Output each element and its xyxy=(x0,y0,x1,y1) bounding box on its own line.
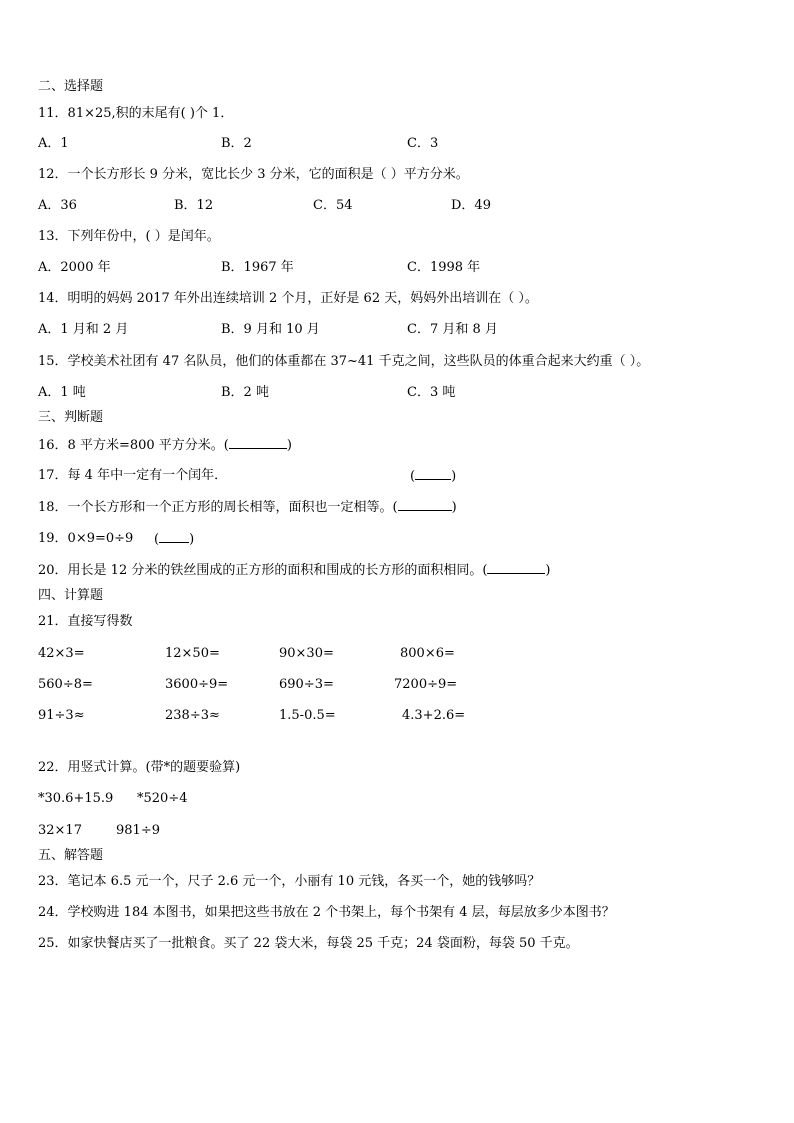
q21-item: 800×6= xyxy=(400,646,455,661)
q21-item: 7200÷9= xyxy=(394,677,458,692)
question-15: 15．学校美术社团有 47 名队员，他们的体重都在 37~41 千克之间，这些队员的体重合起来大约重（ ）。 xyxy=(38,354,650,369)
q11-option-a: A．1 xyxy=(38,136,69,151)
q18-text: 18．一个长方形和一个正方形的周长相等，面积也一定相等。( xyxy=(38,500,398,515)
q12-option-b: B．12 xyxy=(174,198,214,213)
question-25: 25．如家快餐店买了一批粮食。买了 22 袋大米，每袋 25 千克；24 袋面粉，每袋 50 千克。 xyxy=(38,936,579,951)
q18-close-paren: ) xyxy=(451,500,457,515)
q16-close-paren: ) xyxy=(286,438,292,453)
answer-blank-20[interactable] xyxy=(487,562,545,574)
q17-open-paren: ( xyxy=(410,469,416,484)
q14-option-c: C．7 月和 8 月 xyxy=(407,322,498,337)
q21-item: 3600÷9= xyxy=(165,677,229,692)
q19-close-paren: ) xyxy=(189,532,195,547)
q15-option-c: C．3 吨 xyxy=(407,385,456,400)
question-18 xyxy=(38,499,457,516)
answer-blank-17[interactable] xyxy=(415,468,451,480)
q17-close-paren: ) xyxy=(451,469,457,484)
question-16 xyxy=(38,437,292,454)
q14-option-b: B．9 月和 10 月 xyxy=(221,322,320,337)
q21-item: 560÷8= xyxy=(38,677,93,692)
q15-option-a: A．1 吨 xyxy=(38,385,86,400)
question-12: 12．一个长方形长 9 分米，宽比长少 3 分米，它的面积是（ ）平方分米。 xyxy=(38,167,469,182)
q21-item: 12×50= xyxy=(165,646,220,661)
q13-option-b: B．1967 年 xyxy=(221,260,294,275)
q21-item: 4.3+2.6= xyxy=(402,708,466,723)
q22-item: *520÷4 xyxy=(137,791,188,806)
answer-blank-18[interactable] xyxy=(398,499,452,511)
question-19: 19．0×9=0÷9 xyxy=(38,531,134,546)
section-heading-calc: 四、计算题 xyxy=(38,588,104,603)
q11-option-b: B．2 xyxy=(221,136,252,151)
question-17: 17．每 4 年中一定有一个闰年． xyxy=(38,468,228,483)
answer-blank-19[interactable] xyxy=(159,531,189,543)
q12-option-d: D．49 xyxy=(451,198,491,213)
q19-answer xyxy=(154,531,194,548)
q21-item: 42×3= xyxy=(38,646,85,661)
q15-option-b: B．2 吨 xyxy=(221,385,269,400)
question-21: 21．直接写得数 xyxy=(38,614,133,629)
q12-option-a: A．36 xyxy=(38,198,77,213)
q21-item: 90×30= xyxy=(279,646,334,661)
q21-item: 91÷3≈ xyxy=(38,708,85,723)
answer-blank-16[interactable] xyxy=(229,437,287,449)
q22-item: *30.6+15.9 xyxy=(38,791,114,806)
question-13: 13．下列年份中，( ）是闰年。 xyxy=(38,229,220,244)
q12-option-c: C．54 xyxy=(313,198,353,213)
q21-item: 1.5-0.5= xyxy=(279,708,336,723)
question-14: 14．明明的妈妈 2017 年外出连续培训 2 个月，正好是 62 天，妈妈外出培训在（ ）。 xyxy=(38,291,538,306)
q21-item: 238÷3≈ xyxy=(165,708,220,723)
q22-item: 981÷9 xyxy=(116,823,160,838)
question-11: 11．81×25,积的末尾有( )个 1． xyxy=(38,106,234,121)
q13-option-c: C．1998 年 xyxy=(407,260,481,275)
q11-option-c: C．3 xyxy=(407,136,439,151)
q20-close-paren: ) xyxy=(545,563,551,578)
q13-option-a: A．2000 年 xyxy=(38,260,111,275)
question-22: 22．用竖式计算。(带*的题要验算) xyxy=(38,760,241,775)
q21-item: 690÷3= xyxy=(279,677,334,692)
q14-option-a: A．1 月和 2 月 xyxy=(38,322,129,337)
section-heading-judge: 三、判断题 xyxy=(38,410,104,425)
q20-text: 20．用长是 12 分米的铁丝围成的正方形的面积和围成的长方形的面积相同。( xyxy=(38,563,488,578)
question-24: 24．学校购进 184 本图书，如果把这些书放在 2 个书架上，每个书架有 4 层，每层放多少本图书？ xyxy=(38,905,615,920)
q19-open-paren: ( xyxy=(154,532,160,547)
q17-answer xyxy=(410,468,456,485)
q16-text: 16．8 平方米=800 平方分米。( xyxy=(38,438,229,453)
q22-item: 32×17 xyxy=(38,823,82,838)
section-heading-solve: 五、解答题 xyxy=(38,848,104,863)
question-23: 23．笔记本 6.5 元一个，尺子 2.6 元一个，小丽有 10 元钱，各买一个，她的钱够吗？ xyxy=(38,874,541,889)
question-20 xyxy=(38,562,551,579)
section-heading-choice: 二、选择题 xyxy=(38,79,104,94)
